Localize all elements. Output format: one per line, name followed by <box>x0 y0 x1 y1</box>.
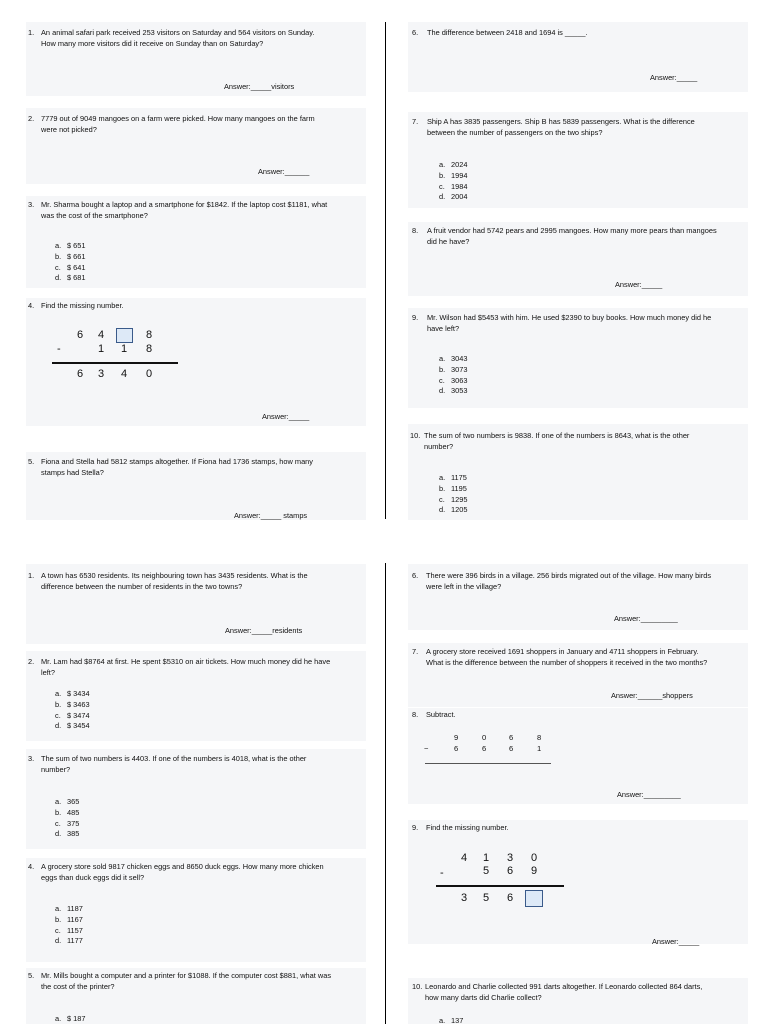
answer-options <box>439 473 467 516</box>
answer-options <box>439 1016 463 1024</box>
worksheet-page-2 <box>0 538 768 1024</box>
option-a[interactable]: a. 1187 <box>55 904 83 913</box>
question-text: A grocery store received 1691 shoppers in January and 4711 shoppers in February. What is the difference between the number of shoppers it received in the two months? <box>426 647 708 667</box>
digit: 9 <box>454 733 459 742</box>
option-c[interactable]: c. $ 3474 <box>55 710 90 720</box>
answer-line[interactable]: Answer:_____ <box>652 937 700 946</box>
answer-options <box>55 689 90 732</box>
question-text: Fiona and Stella had 5812 stamps altogether. If Fiona had 1736 stamps, how many stamps had Stella? <box>41 457 313 477</box>
digit: 0 <box>482 733 487 742</box>
answer-options <box>55 1014 86 1024</box>
option-d[interactable]: d. 3053 <box>439 386 468 396</box>
answer-options <box>55 241 86 284</box>
question-text: A fruit vendor had 5742 pears and 2995 mangoes. How many more pears than mangoes did he have? <box>427 226 717 246</box>
question-number: 10. <box>410 431 421 440</box>
question-text: There were 396 birds in a village. 256 birds migrated out of the village. How many birds were left in the village? <box>426 571 712 591</box>
option-a[interactable]: a. $ 651 <box>55 241 86 250</box>
question-text: An animal safari park received 253 visitors on Saturday and 564 visitors on Sunday. How many more visitors did it receive on Sunday than on Saturday? <box>41 28 315 48</box>
option-c[interactable]: c. 375 <box>55 818 80 828</box>
minus-sign: - <box>57 343 61 355</box>
question-number: 5. <box>28 457 35 466</box>
digit: 0 <box>531 852 538 864</box>
minus-sign: - <box>440 867 444 879</box>
missing-digit-box[interactable] <box>525 890 543 907</box>
question-number: 4. <box>28 862 35 871</box>
question-number: 6. <box>412 571 419 580</box>
question-text: A grocery store sold 9817 chicken eggs and 8650 duck eggs. How many more chicken eggs than duck eggs did it sell? <box>41 862 324 882</box>
question-text: Leonardo and Charlie collected 991 darts altogether. If Leonardo collected 864 darts, how many darts did Charlie collect? <box>425 982 703 1002</box>
question-text: The sum of two numbers is 4403. If one of the numbers is 4018, what is the other number? <box>41 754 307 774</box>
answer-line[interactable]: Answer:_____ <box>650 73 698 82</box>
answer-line[interactable]: Answer:_____visitors <box>224 82 295 91</box>
question-text: Mr. Mills bought a computer and a printer for $1088. If the computer cost $881, what was the cost of the printer? <box>41 971 332 991</box>
column-divider <box>385 563 386 1024</box>
question-number: 10. <box>412 982 423 991</box>
answer-line[interactable]: Answer:_________ <box>617 790 681 799</box>
digit: 6 <box>507 892 514 904</box>
digit: 3 <box>98 368 105 380</box>
question-text: A town has 6530 residents. Its neighbouring town has 3435 residents. What is the difference between the number of residents in the two towns? <box>41 571 308 591</box>
digit: 6 <box>77 368 84 380</box>
option-a[interactable]: a. 365 <box>55 797 80 806</box>
digit: 4 <box>461 852 468 864</box>
question-number: 4. <box>28 301 35 310</box>
minus-sign: − <box>424 744 429 753</box>
option-d[interactable]: d. $ 3454 <box>55 721 90 731</box>
digit: 5 <box>483 865 490 877</box>
question-number: 2. <box>28 657 35 666</box>
option-b[interactable]: b. $ 3463 <box>55 699 90 709</box>
digit: 4 <box>98 329 105 341</box>
option-a[interactable]: a. 3043 <box>439 354 468 363</box>
question-background <box>408 708 748 804</box>
answer-line[interactable]: Answer:_____ stamps <box>234 511 308 520</box>
question-number: 1. <box>28 571 35 580</box>
question-number: 2. <box>28 114 35 123</box>
question-text: 7779 out of 9049 mangoes on a farm were picked. How many mangoes on the farm were not picked? <box>41 114 315 134</box>
digit: 6 <box>482 744 487 753</box>
column-divider <box>385 22 386 519</box>
answer-line[interactable]: Answer:_________ <box>614 614 678 623</box>
option-b[interactable]: b. 3073 <box>439 364 468 374</box>
answer-options <box>55 797 79 840</box>
option-b[interactable]: b. 1994 <box>439 170 468 180</box>
question-number: 3. <box>28 754 35 763</box>
option-c[interactable]: c. 1157 <box>55 925 83 935</box>
answer-line[interactable]: Answer:______shoppers <box>611 691 693 700</box>
sum-line <box>52 362 178 364</box>
option-a[interactable]: a. 2024 <box>439 160 468 169</box>
question-background <box>408 820 748 944</box>
answer-line[interactable]: Answer:_____ <box>262 412 310 421</box>
answer-line[interactable]: Answer:______ <box>258 167 310 176</box>
question-text: Mr. Lam had $8764 at first. He spent $5310 on air tickets. How much money did he have left? <box>41 657 331 677</box>
question-number: 3. <box>28 200 35 209</box>
sum-line <box>436 885 564 887</box>
question-number: 5. <box>28 971 35 980</box>
option-d[interactable]: d. 2004 <box>439 192 468 202</box>
option-d[interactable]: d. $ 681 <box>55 273 86 283</box>
digit: 6 <box>77 329 84 341</box>
digit: 1 <box>537 744 542 753</box>
digit: 9 <box>531 865 538 877</box>
option-d[interactable]: d. 1205 <box>439 505 468 515</box>
digit: 3 <box>461 892 468 904</box>
question-text: The difference between 2418 and 1694 is _____. <box>427 28 588 37</box>
question-number: 8. <box>412 226 419 235</box>
digit: 6 <box>507 865 514 877</box>
option-a[interactable]: a. $ 3434 <box>55 689 90 698</box>
missing-digit-box[interactable] <box>116 328 133 343</box>
digit: 8 <box>537 733 542 742</box>
option-c[interactable]: c. $ 641 <box>55 262 86 272</box>
option-c[interactable]: c. 3063 <box>439 375 468 385</box>
digit: 6 <box>509 733 514 742</box>
digit: 4 <box>121 368 128 380</box>
option-b[interactable]: b. 1167 <box>55 914 83 924</box>
option-d[interactable]: d. 385 <box>55 829 80 839</box>
answer-options <box>439 354 467 397</box>
digit: 1 <box>98 343 105 355</box>
digit: 8 <box>146 329 153 341</box>
option-c[interactable]: c. 1295 <box>439 494 468 504</box>
answer-line[interactable]: Answer:_____residents <box>225 626 303 635</box>
answer-options <box>55 904 83 947</box>
question-text: Find the missing number. <box>41 301 124 310</box>
option-b[interactable]: b. $ 661 <box>55 251 86 261</box>
question-number: 7. <box>412 647 419 656</box>
question-number: 6. <box>412 28 419 37</box>
question-number: 9. <box>412 313 419 322</box>
digit: 0 <box>146 368 153 380</box>
option-b[interactable]: b. 485 <box>55 807 80 817</box>
question-number: 1. <box>28 28 35 37</box>
answer-options <box>439 160 467 203</box>
digit: 1 <box>483 852 490 864</box>
answer-line[interactable]: Answer:_____ <box>615 280 663 289</box>
digit: 8 <box>146 343 153 355</box>
question-number: 8. <box>412 710 419 719</box>
question-text: Mr. Sharma bought a laptop and a smartphone for $1842. If the laptop cost $1181, what was the cost of the smartphone? <box>41 200 328 220</box>
option-a[interactable]: a. $ 187 <box>55 1014 86 1023</box>
question-number: 7. <box>412 117 419 126</box>
digit: 1 <box>121 343 128 355</box>
option-d[interactable]: d. 1177 <box>55 936 83 946</box>
digit: 6 <box>509 744 514 753</box>
option-b[interactable]: b. 1195 <box>439 483 467 493</box>
question-text: Find the missing number. <box>426 823 509 832</box>
question-text: Subtract. <box>426 710 456 719</box>
question-text: Ship A has 3835 passengers. Ship B has 5839 passengers. What is the difference between the number of passengers on the two ships? <box>427 117 695 137</box>
question-text: Mr. Wilson had $5453 with him. He used $2390 to buy books. How much money did he have left? <box>427 313 712 333</box>
sum-line[interactable] <box>425 763 551 764</box>
question-number: 9. <box>412 823 419 832</box>
digit: 6 <box>454 744 459 753</box>
digit: 3 <box>507 852 514 864</box>
digit: 5 <box>483 892 490 904</box>
question-text: The sum of two numbers is 9838. If one of the numbers is 8643, what is the other number? <box>424 431 690 451</box>
option-c[interactable]: c. 1984 <box>439 181 468 191</box>
option-a[interactable]: a. 137 <box>439 1016 464 1024</box>
option-a[interactable]: a. 1175 <box>439 473 467 482</box>
